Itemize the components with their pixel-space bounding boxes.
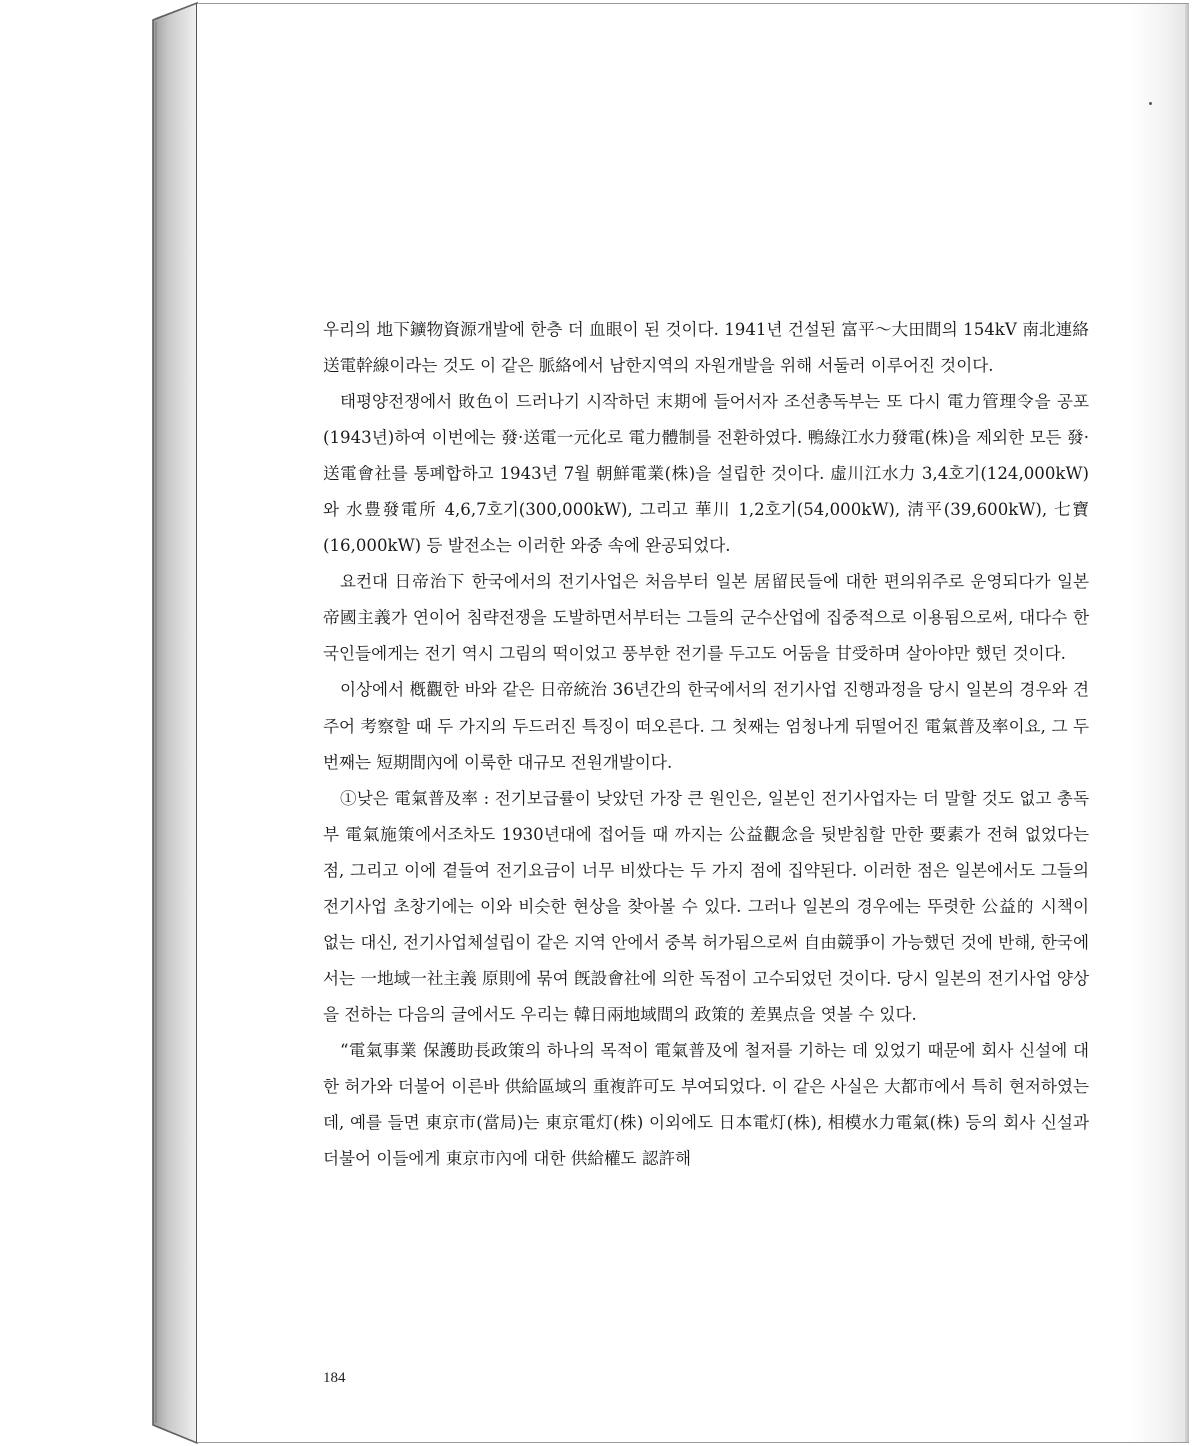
page-right-edge (1185, 4, 1189, 1442)
paragraph-5: ①낮은 電氣普及率 : 전기보급률이 낮았던 가장 큰 원인은, 일본인 전기사업자는 더 말할 것도 없고 총독부 電氣施策에서조차도 1930년대에 접어들 때 까지는 公益觀念을 뒷받침할 만한 要素가 전혀 없었다는 점, 그리고 이에 곁들여 전기요금이 너무 비쌌다는 두 가지 점에 집약된다. 이러한 점은 일본에서도 그들의 전기사업 초창기에는 이와 비슷한 현상을 찾아볼 수 있다. 그러나 일본의 경우에는 뚜렷한 公益的 시책이 없는 대신, 전기사업체설립이 같은 지역 안에서 중복 허가됨으로써 自由競爭이 가능했던 것에 반해, 한국에서는 一地域一社主義 原則에 묶여 旣設會社에 의한 독점이 고수되었던 것이다. 당시 일본의 전기사업 양상을 전하는 다음의 글에서도 우리는 韓日兩地域間의 政策的 差異点을 엿볼 수 있다. (323, 788, 1089, 1024)
paragraph-1: 우리의 地下鑛物資源개발에 한층 더 血眼이 된 것이다. 1941년 건설된 富平～大田間의 154kV 南北連絡送電幹線이라는 것도 이 같은 脈絡에서 남한지역의 자원개발을 위해 서둘러 이루어진 것이다. (323, 320, 1089, 376)
paragraph-4: 이상에서 槪觀한 바와 같은 日帝統治 36년간의 한국에서의 전기사업 진행과정을 당시 일본의 경우와 견주어 考察할 때 두 가지의 두드러진 특징이 떠오른다. 그 첫째는 엄청나게 뒤떨어진 電氣普及率이요, 그 두번째는 短期間內에 이룩한 대규모 전원개발이다. (323, 680, 1089, 772)
paragraph-3: 요컨대 日帝治下 한국에서의 전기사업은 처음부터 일본 居留民들에 대한 편의위주로 운영되다가 일본 帝國主義가 연이어 침략전쟁을 도발하면서부터는 그들의 군수산업에 집중적으로 이용됨으로써, 대다수 한국인들에게는 전기 역시 그림의 떡이었고 풍부한 전기를 두고도 어둠을 甘受하며 살아야만 했던 것이다. (323, 572, 1089, 664)
scan-speck (1149, 102, 1152, 105)
paragraph-2: 태평양전쟁에서 敗色이 드러나기 시작하던 末期에 들어서자 조선총독부는 또 다시 電力管理令을 공포(1943년)하여 이번에는 發·送電一元化로 電力體制를 전환하였다. 鴨綠江水力發電(株)을 제외한 모든 發·送電會社를 통폐합하고 1943년 7월 朝鮮電業(株)을 설립한 것이다. 虛川江水力 3,4호기(124,000kW)와 水豊發電所 4,6,7호기(300,000kW), 그리고 華川 1,2호기(54,000kW), 淸平(39,600kW), 七寶(16,000kW) 등 발전소는 이러한 와중 속에 완공되었다. (323, 392, 1089, 556)
body-text (323, 312, 1089, 1177)
page-number: 184 (323, 1370, 346, 1386)
paragraph-6-quote: “電氣事業 保護助長政策의 하나의 목적이 電氣普及에 철저를 기하는 데 있었기 때문에 회사 신설에 대한 허가와 더불어 이른바 供給區域의 重複許可도 부여되었다. 이 같은 사실은 大都市에서 특히 현저하였는데, 예를 들면 東京市(當局)는 東京電灯(株) 이외에도 日本電灯(株), 相模水力電氣(株) 등의 회사 신설과 더불어 이들에게 東京市內에 대한 供給權도 認許해 (323, 1040, 1089, 1169)
book-spine-edge (0, 0, 205, 1446)
book-page (197, 3, 1189, 1443)
